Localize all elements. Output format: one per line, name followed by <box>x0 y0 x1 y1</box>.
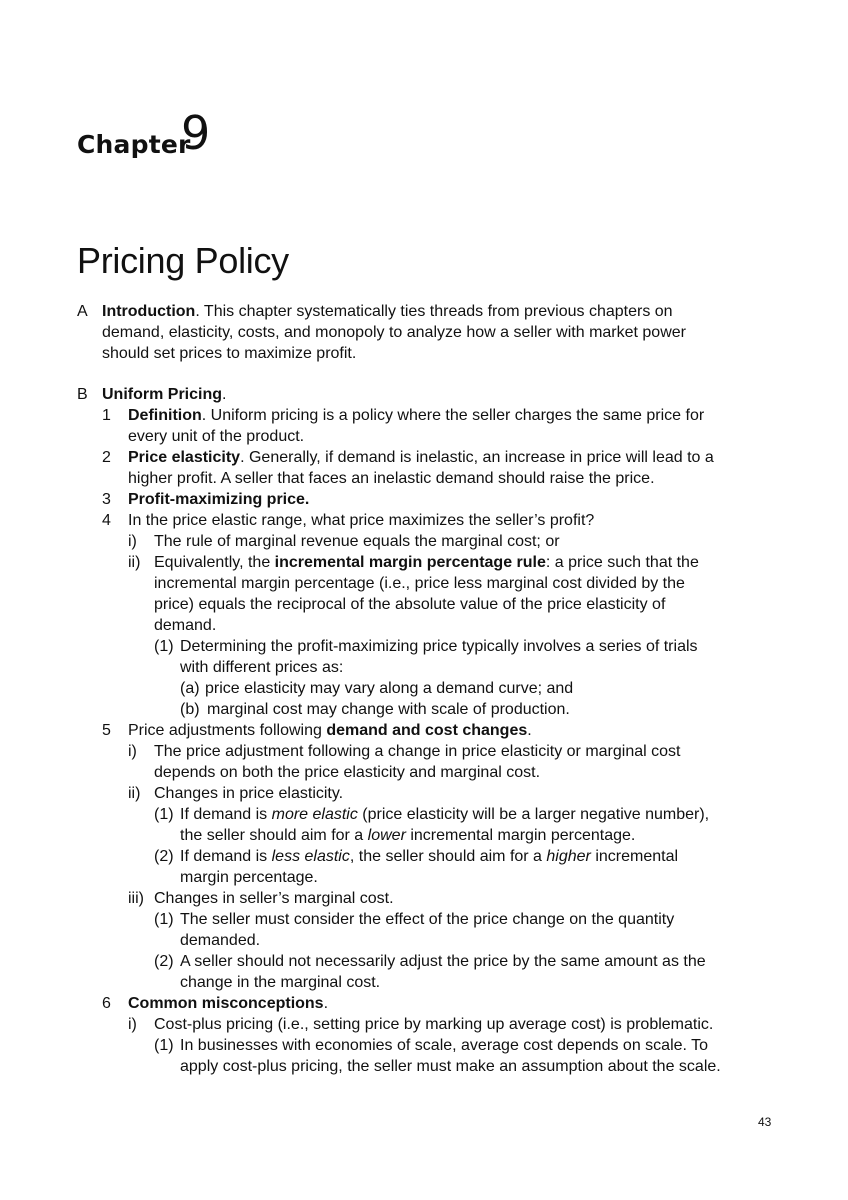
section-marker: B <box>77 386 88 403</box>
list-marker: 1 <box>102 407 111 424</box>
subsublist-item: A seller should not necessarily adjust the price by the same amount as the <box>180 953 706 970</box>
list-marker: 5 <box>102 722 111 739</box>
subsublist-item-line: apply cost-plus pricing, the seller must make an assumption about the scale. <box>180 1058 721 1075</box>
subsublist-marker: (1) <box>154 1037 174 1054</box>
list-marker: 6 <box>102 995 111 1012</box>
sublist-marker: i) <box>128 1016 137 1033</box>
sublist-item-line: price) equals the reciprocal of the absolute value of the price elasticity of <box>154 596 666 613</box>
section-a-line: demand, elasticity, costs, and monopoly to analyze how a seller with market power <box>102 324 686 341</box>
sublist-item: Changes in price elasticity. <box>154 785 344 802</box>
subsublist-marker: (1) <box>154 911 174 928</box>
alpha-item: price elasticity may vary along a demand curve; and <box>205 680 574 697</box>
list-item: Price elasticity. Generally, if demand is inelastic, an increase in price will lead to a <box>128 449 714 466</box>
alpha-marker: (b) <box>180 701 200 718</box>
list-item: Definition. Uniform pricing is a policy where the seller charges the same price for <box>128 407 705 424</box>
section-a-line: Introduction. This chapter systematically ties threads from previous chapters on <box>102 303 673 320</box>
list-marker: 2 <box>102 449 111 466</box>
list-marker: 4 <box>102 512 111 529</box>
list-item-line: higher profit. A seller that faces an inelastic demand should raise the price. <box>128 470 655 487</box>
sublist-marker: iii) <box>128 890 144 907</box>
subsublist-item-line: demanded. <box>180 932 261 949</box>
page-title: Pricing Policy <box>77 240 289 281</box>
subsublist-item-line: the seller should aim for a lower incremental margin percentage. <box>180 827 636 844</box>
section-b-heading-line: Uniform Pricing. <box>102 386 227 403</box>
subsublist-marker: (2) <box>154 848 174 865</box>
sublist-item-line: demand. <box>154 617 217 634</box>
list-marker: 3 <box>102 491 111 508</box>
list-item-line: every unit of the product. <box>128 428 305 445</box>
sublist-marker: ii) <box>128 785 141 802</box>
subsublist-item-line: change in the marginal cost. <box>180 974 381 991</box>
sublist-item-line: depends on both the price elasticity and marginal cost. <box>154 764 541 781</box>
chapter-number: 9 <box>181 106 211 160</box>
section-a-line: should set prices to maximize profit. <box>102 345 357 362</box>
subsublist-marker: (2) <box>154 953 174 970</box>
section-heading: Introduction <box>102 303 196 320</box>
sublist-item-line: incremental margin percentage (i.e., price less marginal cost divided by the <box>154 575 685 592</box>
sublist-item: The rule of marginal revenue equals the marginal cost; or <box>154 533 560 550</box>
subsublist-item: If demand is more elastic (price elasticity will be a larger negative number), <box>180 806 710 823</box>
list-item: Common misconceptions. <box>128 995 329 1012</box>
subsublist-item: If demand is less elastic, the seller should aim for a higher incremental <box>180 848 679 865</box>
sublist-marker: i) <box>128 743 137 760</box>
alpha-item: marginal cost may change with scale of production. <box>207 701 570 718</box>
subsublist-item: In businesses with economies of scale, average cost depends on scale. To <box>180 1037 709 1054</box>
sublist-item: Equivalently, the incremental margin percentage rule: a price such that the <box>154 554 699 571</box>
subsublist-item-line: with different prices as: <box>180 659 344 676</box>
subsublist-item: Determining the profit-maximizing price typically involves a series of trials <box>180 638 698 655</box>
subsublist-marker: (1) <box>154 806 174 823</box>
list-item: Profit-maximizing price. <box>128 491 310 508</box>
section-marker: A <box>77 303 88 320</box>
subsublist-item: The seller must consider the effect of the price change on the quantity <box>180 911 675 928</box>
subsublist-marker: (1) <box>154 638 174 655</box>
sublist-item: Cost-plus pricing (i.e., setting price by marking up average cost) is problematic. <box>154 1016 714 1033</box>
list-item: Price adjustments following demand and cost changes. <box>128 722 532 739</box>
sublist-marker: ii) <box>128 554 141 571</box>
subsublist-item-line: margin percentage. <box>180 869 318 886</box>
sublist-marker: i) <box>128 533 137 550</box>
list-item: In the price elastic range, what price maximizes the seller’s profit? <box>128 512 595 529</box>
section-heading: Uniform Pricing <box>102 386 223 403</box>
chapter-label: Chapter <box>77 130 191 159</box>
page-number: 43 <box>758 1115 772 1129</box>
alpha-marker: (a) <box>180 680 200 697</box>
sublist-item: The price adjustment following a change in price elasticity or marginal cost <box>154 743 681 760</box>
sublist-item: Changes in seller’s marginal cost. <box>154 890 394 907</box>
